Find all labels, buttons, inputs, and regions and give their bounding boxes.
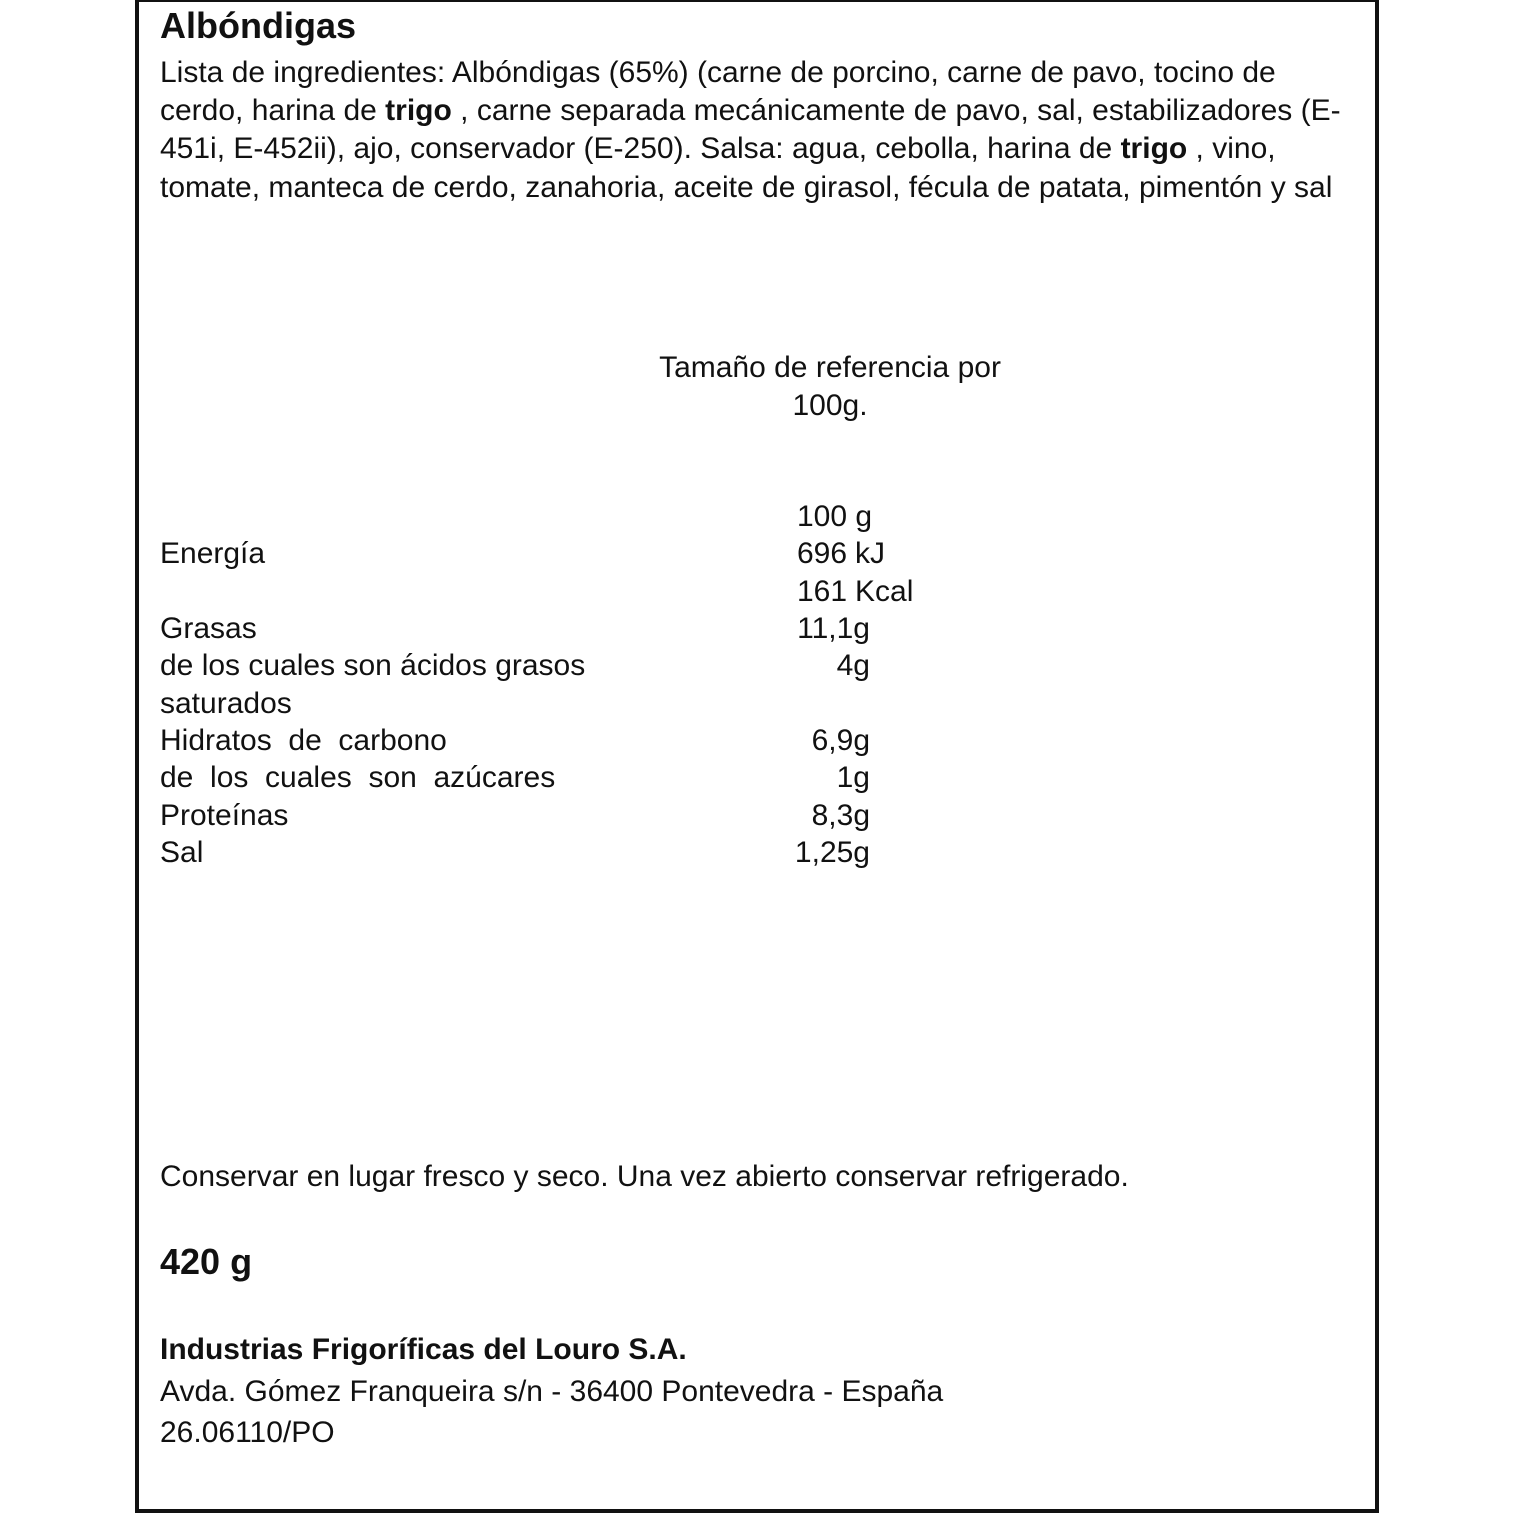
energy-kj-value: 696 xyxy=(797,537,848,570)
ingredients-text-2: , carne separada mecánicamente de pavo, sal, estabilizadores (E-451i, E-452ii), ajo, conservador (E-250). Salsa: agua, cebolla, harina de xyxy=(160,94,1341,166)
fat-label: Grasas xyxy=(160,612,257,645)
sanitary-registry-number: 26.06110/PO xyxy=(160,1416,335,1449)
net-weight: 420 g xyxy=(160,1241,253,1282)
sugars-value: 1g xyxy=(836,761,870,794)
energy-label: Energía xyxy=(160,537,266,570)
protein-value: 8,3g xyxy=(811,799,870,832)
saturated-fat-label: de los cuales son ácidos grasos xyxy=(160,649,586,682)
allergen-wheat-1: trigo xyxy=(385,94,452,128)
salt-label: Sal xyxy=(160,836,204,869)
reference-size-line-2: 100g. xyxy=(792,389,868,422)
salt-value: 1,25g xyxy=(794,836,870,869)
storage-instructions: Conservar en lugar fresco y seco. Una vez abierto conservar refrigerado. xyxy=(160,1160,1129,1193)
energy-kcal-unit: Kcal xyxy=(855,575,914,608)
ingredients-text-1: Lista de ingredientes: Albóndigas (65%) (carne de porcino, carne de pavo, tocino de cerdo, harina de xyxy=(160,56,1276,128)
sugars-label: de los cuales son azúcares xyxy=(160,761,556,794)
carbohydrates-value: 6,9g xyxy=(811,724,870,757)
ingredients-list xyxy=(160,54,1350,207)
protein-label: Proteínas xyxy=(160,799,289,832)
saturated-fat-value: 4g xyxy=(836,649,870,682)
saturated-fat-label-line-2: saturados xyxy=(160,687,292,720)
product-title: Albóndigas xyxy=(160,5,356,46)
reference-size-line-1: Tamaño de referencia por xyxy=(659,351,1001,384)
energy-kj-unit: kJ xyxy=(855,537,885,570)
reference-size xyxy=(600,349,1060,425)
carbohydrates-label: Hidratos de carbono xyxy=(160,724,447,757)
manufacturer-address: Avda. Gómez Franqueira s/n - 36400 Pontevedra - España xyxy=(160,1375,944,1408)
energy-kcal-value: 161 xyxy=(797,575,848,608)
allergen-wheat-2: trigo xyxy=(1120,132,1188,166)
manufacturer-name: Industrias Frigoríficas del Louro S.A. xyxy=(160,1333,687,1366)
fat-value: 11,1g xyxy=(797,612,870,645)
ingredients-text-3: , vino, tomate, manteca de cerdo, zanahoria, aceite de girasol, fécula de patata, pimentón y sal xyxy=(160,132,1333,204)
nutrition-column-header: 100 g xyxy=(797,500,873,533)
